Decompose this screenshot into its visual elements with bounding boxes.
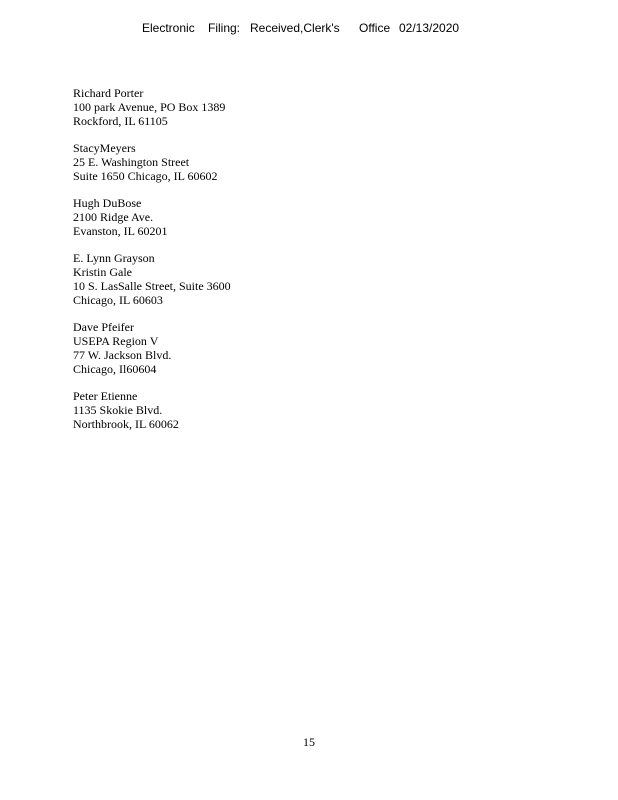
contact-block [73, 251, 473, 307]
contact-address-line: 100 park Avenue, PO Box 1389 [73, 100, 226, 114]
contact-address-line: 1135 Skokie Blvd. [73, 403, 163, 417]
contact-address-line: 10 S. LasSalle Street, Suite 3600 [73, 279, 231, 293]
contact-city-line: Rockford, IL 61105 [73, 114, 168, 128]
contact-name: Richard Porter [73, 86, 144, 100]
header-filing: Filing: [208, 21, 241, 35]
contact-name: Hugh DuBose [73, 196, 142, 210]
contact-city-line: Northbrook, IL 60062 [73, 417, 179, 431]
contact-city-line: Chicago, IL 60603 [73, 293, 163, 307]
contact-address-line: 77 W. Jackson Blvd. [73, 348, 172, 362]
header-electronic: Electronic [142, 21, 195, 35]
filing-stamp-header [0, 20, 618, 36]
contact-name: StacyMeyers [73, 141, 136, 155]
service-list [73, 86, 473, 444]
page-number: 15 [303, 735, 315, 749]
header-office: Office [359, 21, 391, 35]
contact-address-line: 25 E. Washington Street [73, 155, 190, 169]
contact-city-line: Suite 1650 Chicago, IL 60602 [73, 169, 218, 183]
contact-name: Dave Pfeifer [73, 320, 134, 334]
contact-address-line: 2100 Ridge Ave. [73, 210, 154, 224]
contact-organization: USEPA Region V [73, 334, 159, 348]
contact-block [73, 320, 473, 376]
contact-name: Kristin Gale [73, 265, 132, 279]
contact-block [73, 86, 473, 128]
contact-block [73, 141, 473, 183]
contact-block [73, 196, 473, 238]
contact-name: E. Lynn Grayson [73, 251, 155, 265]
contact-city-line: Chicago, Il60604 [73, 362, 157, 376]
contact-name: Peter Etienne [73, 389, 138, 403]
header-received-clerks: Received,Clerk's [250, 21, 340, 35]
header-date: 02/13/2020 [399, 21, 460, 35]
contact-city-line: Evanston, IL 60201 [73, 224, 168, 238]
contact-block [73, 389, 473, 431]
